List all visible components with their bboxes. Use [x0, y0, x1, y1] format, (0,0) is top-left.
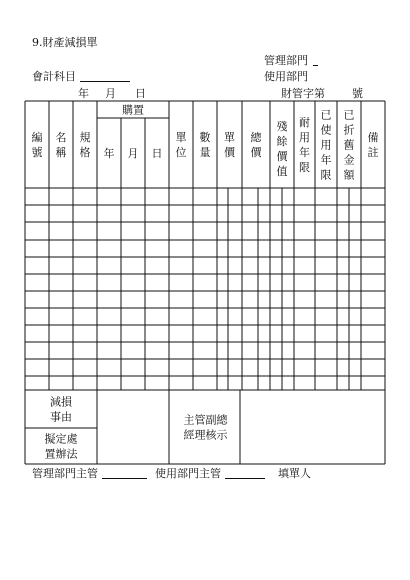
col-header-day: 日	[151, 147, 163, 160]
sig-mgmt-head-field[interactable]	[102, 478, 147, 479]
date-day-label: 日	[135, 87, 146, 100]
col-header-unit_price: 單價	[224, 131, 235, 159]
col-header-used_years: 已使用年限	[320, 108, 332, 182]
footer-method-label: 擬定處置辦法	[44, 432, 78, 461]
col-header-spec: 規格	[79, 131, 91, 159]
col-header-depreciation: 已折舊金額	[343, 108, 355, 182]
form-title: 9.財產減損單	[32, 36, 98, 49]
sig-mgmt-head-label: 管理部門主管	[32, 467, 98, 480]
use-dept-label: 使用部門	[264, 70, 308, 83]
col-header-total_price: 總價	[250, 131, 262, 159]
footer-reason-label: 減損事由	[50, 395, 72, 424]
col-header-name: 名稱	[55, 131, 67, 159]
sig-use-head-field[interactable]	[225, 478, 265, 479]
sig-filler-label: 填單人	[278, 467, 311, 480]
date-year-label: 年	[78, 87, 89, 100]
mgmt-dept-label: 管理部門	[264, 54, 308, 67]
footer-approver-label: 主管副總經理核示	[183, 413, 228, 442]
account-label: 會計科目	[32, 70, 76, 83]
col-header-qty: 數量	[199, 131, 211, 159]
date-month-label: 月	[105, 87, 116, 100]
col-header-remarks: 備註	[367, 131, 379, 159]
col-header-unit: 單位	[175, 131, 187, 159]
col-header-month: 月	[127, 147, 139, 160]
col-header-year: 年	[103, 147, 115, 160]
col-header-useful_life: 耐用年限	[299, 116, 310, 174]
col-header-residual: 殘餘價值	[276, 120, 288, 178]
col-group-purchase: 購置	[122, 103, 144, 117]
sig-use-head-label: 使用部門主管	[155, 467, 221, 480]
serial-prefix-label: 財管字第	[281, 87, 325, 100]
serial-suffix-label: 號	[352, 87, 363, 100]
col-header-serial: 編號	[31, 131, 43, 159]
